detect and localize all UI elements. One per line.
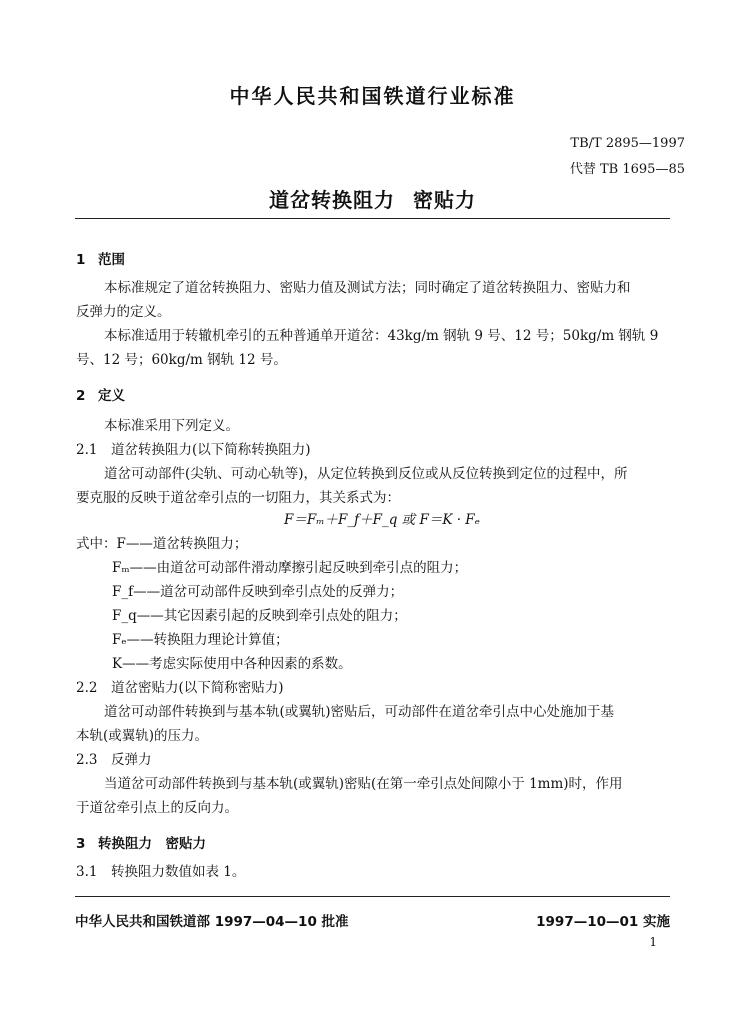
section-2-3-line-2: 于道岔牵引点上的反向力。 <box>76 800 238 816</box>
header-divider <box>75 218 670 219</box>
standard-code: TB/T 2895—1997 <box>570 136 685 151</box>
section-2-1-heading: 2.1 道岔转换阻力(以下简称转换阻力) <box>76 442 311 458</box>
section-2-3-heading: 2.3 反弹力 <box>76 752 152 768</box>
section-3-heading <box>76 832 206 852</box>
section-1-para-1-line-1: 本标准规定了道岔转换阻力、密贴力值及测试方法；同时确定了道岔转换阻力、密贴力和 <box>104 280 631 296</box>
section-2-1-line-1: 道岔可动部件(尖轨、可动心轨等)，从定位转换到反位或从反位转换到定位的过程中，所 <box>104 466 628 482</box>
section-2-title: 定义 <box>98 388 125 404</box>
section-1-heading <box>76 248 125 268</box>
section-1-para-2-line-2: 号、12 号；60kg/m 钢轨 12 号。 <box>76 352 287 368</box>
section-3-number: 3 <box>76 836 86 852</box>
section-1-title: 范围 <box>98 252 125 268</box>
where-clause-6: K——考虑实际使用中各种因素的系数。 <box>112 656 352 672</box>
section-2-2-heading: 2.2 道岔密贴力(以下简称密贴力) <box>76 680 284 696</box>
formula: F＝Fₘ＋F_f＋F_q 或 F＝K · Fₑ <box>284 512 480 528</box>
where-clause-3: F_f——道岔可动部件反映到牵引点处的反弹力； <box>112 584 404 600</box>
where-clause-2: Fₘ——由道岔可动部件滑动摩擦引起反映到牵引点的阻力； <box>112 560 468 576</box>
approval-line: 中华人民共和国铁道部 1997—04—10 批准 <box>75 914 349 930</box>
replaces-standard: 代替 TB 1695—85 <box>569 162 685 177</box>
section-2-heading <box>76 384 125 404</box>
document-title <box>0 184 745 213</box>
where-clause-4: F_q——其它因素引起的反映到牵引点处的阻力； <box>112 608 407 624</box>
effective-date: 1997—10—01 实施 <box>536 914 670 930</box>
section-2-number: 2 <box>76 388 86 404</box>
org-title: 中华人民共和国铁道行业标准 <box>229 84 516 108</box>
section-2-2-line-2: 本轨(或翼轨)的压力。 <box>76 728 209 744</box>
section-2-1-line-2: 要克服的反映于道岔牵引点的一切阻力，其关系式为： <box>76 490 400 506</box>
section-1-para-1-line-2: 反弹力的定义。 <box>76 304 171 320</box>
where-clause-1: 式中：F——道岔转换阻力； <box>76 536 248 552</box>
document-title-part-b: 密贴力 <box>413 188 476 212</box>
where-clause-5: Fₑ——转换阻力理论计算值； <box>112 632 289 648</box>
section-3-1-line: 3.1 转换阻力数值如表 1。 <box>76 864 246 880</box>
page-number: 1 <box>649 935 657 949</box>
section-2-2-line-1: 道岔可动部件转换到与基本轨(或翼轨)密贴后，可动部件在道岔牵引点中心处施加于基 <box>104 704 615 720</box>
document-title-part-a: 道岔转换阻力 <box>269 188 395 212</box>
section-2-3-line-1: 当道岔可动部件转换到与基本轨(或翼轨)密贴(在第一牵引点处间隙小于 1mm)时，作用 <box>104 776 623 792</box>
section-1-para-2-line-1: 本标准适用于转辙机牵引的五种普通单开道岔：43kg/m 钢轨 9 号、12 号；50kg/m 钢轨 9 <box>104 328 659 344</box>
section-1-number: 1 <box>76 252 86 268</box>
section-2-intro: 本标准采用下列定义。 <box>104 418 239 434</box>
section-3-title: 转换阻力 密贴力 <box>98 836 206 852</box>
footer-divider <box>75 896 670 897</box>
